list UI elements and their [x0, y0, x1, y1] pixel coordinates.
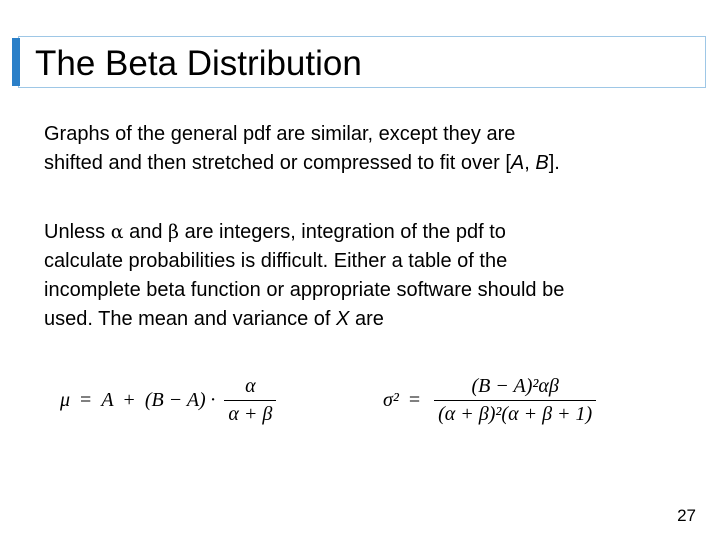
- var-A: A: [510, 152, 525, 174]
- variance-numerator: (B − A)²αβ: [471, 374, 559, 397]
- para2-s2: and: [123, 221, 169, 243]
- mean-paren-expr: (B − A): [144, 388, 206, 411]
- mean-numerator: α: [245, 374, 256, 397]
- para1-line1: Graphs of the general pdf are similar, except they are: [44, 123, 516, 145]
- para2-line4a: used. The mean and variance of: [44, 308, 337, 330]
- beta-symbol: β: [168, 221, 180, 243]
- paragraph-integration: [44, 218, 694, 334]
- variance-denominator: (α + β)²(α + β + 1): [434, 400, 596, 426]
- para2-line3: incomplete beta function or appropriate software should be: [44, 279, 565, 301]
- mean-A: A: [101, 388, 114, 411]
- mean-plus: +: [123, 388, 135, 411]
- para2-s3: are integers, integration of the pdf to: [179, 221, 506, 243]
- para2-line4b: are: [349, 308, 384, 330]
- var-X: X: [336, 308, 350, 330]
- variance-formula: [383, 372, 600, 428]
- mean-dot: ·: [209, 388, 217, 411]
- mean-denominator: α + β: [224, 400, 276, 426]
- variance-equals: =: [408, 388, 421, 411]
- variance-lhs: σ²: [383, 388, 399, 411]
- para1-line2b: ].: [548, 152, 560, 174]
- mean-formula: [60, 372, 280, 428]
- var-B: B: [535, 152, 549, 174]
- slide-title: The Beta Distribution: [35, 44, 362, 83]
- mean-fraction: [224, 375, 276, 426]
- mean-lhs: μ: [60, 388, 71, 411]
- paragraph-pdf-graphs: [44, 120, 694, 178]
- para2-s1: Unless: [44, 221, 111, 243]
- para1-comma: ,: [524, 152, 536, 174]
- para1-line2a: shifted and then stretched or compressed to fit over [: [44, 152, 511, 174]
- title-accent-bar: [12, 38, 20, 86]
- mean-equals: =: [80, 388, 92, 411]
- page-number: 27: [677, 506, 696, 525]
- variance-fraction: [434, 375, 596, 426]
- alpha-symbol: α: [110, 221, 124, 243]
- para2-line2: calculate probabilities is difficult. Either a table of the: [44, 250, 508, 272]
